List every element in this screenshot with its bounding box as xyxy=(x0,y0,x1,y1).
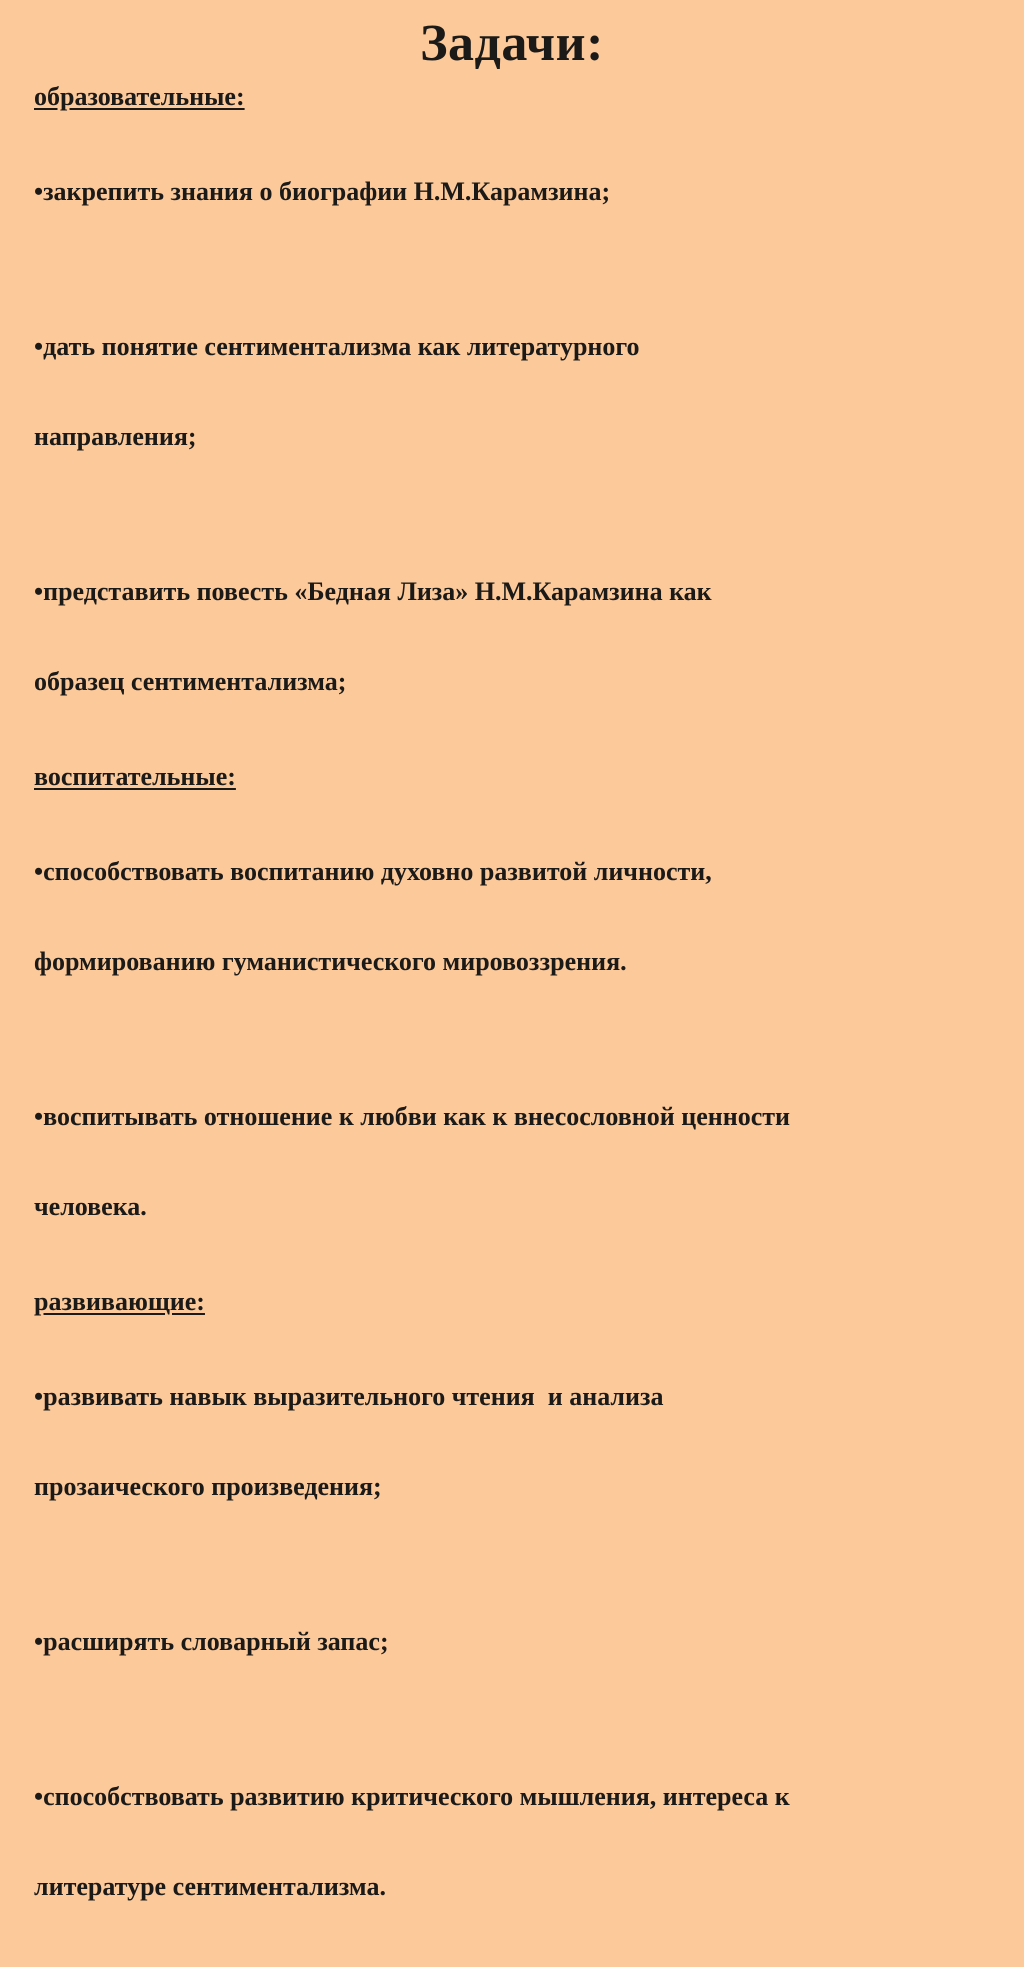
section-heading: образовательные: xyxy=(34,82,245,111)
item-text: образец сентиментализма; xyxy=(34,667,347,696)
item-text: •представить повесть «Бедная Лиза» Н.М.Карамзина как xyxy=(34,577,712,606)
item-text: •дать понятие сентиментализма как литературного xyxy=(34,332,640,361)
item-text: •способствовать воспитанию духовно развитой личности, xyxy=(34,857,712,886)
item-text: •закрепить знания о биографии Н.М.Карамзина; xyxy=(34,177,611,206)
item-text: •воспитывать отношение к любви как к внесословной ценности xyxy=(34,1102,791,1131)
item-text: прозаического произведения; xyxy=(34,1472,382,1501)
list-item xyxy=(34,517,994,757)
item-text: •развивать навык выразительного чтения и анализа xyxy=(34,1382,664,1411)
list-item xyxy=(34,1722,994,1962)
list-item xyxy=(34,272,994,512)
section-upbringing xyxy=(34,762,994,1282)
section-educational xyxy=(34,82,994,757)
list-item xyxy=(34,117,994,267)
item-text: формированию гуманистического мировоззрения. xyxy=(34,947,627,976)
item-text: литературе сентиментализма. xyxy=(34,1872,386,1901)
slide-content xyxy=(34,82,994,1967)
slide-title: Задачи: xyxy=(420,15,604,72)
section-developmental xyxy=(34,1287,994,1962)
list-item xyxy=(34,797,994,1037)
list-item xyxy=(34,1322,994,1562)
item-text: •расширять словарный запас; xyxy=(34,1627,389,1656)
item-text: человека. xyxy=(34,1192,147,1221)
section-heading: воспитательные: xyxy=(34,762,236,791)
list-item xyxy=(34,1042,994,1282)
list-item xyxy=(34,1567,994,1717)
section-heading: развивающие: xyxy=(34,1287,205,1316)
item-text: направления; xyxy=(34,422,197,451)
item-text: •способствовать развитию критического мышления, интереса к xyxy=(34,1782,790,1811)
